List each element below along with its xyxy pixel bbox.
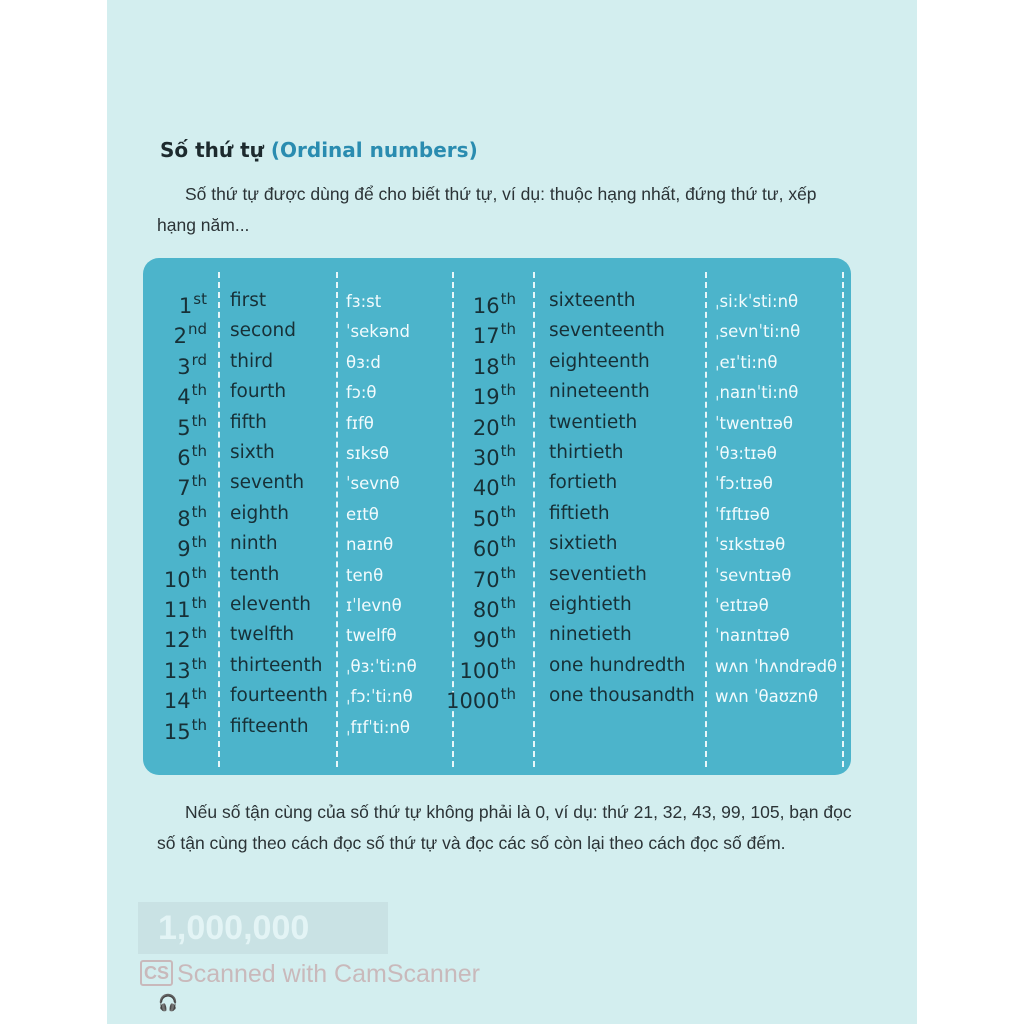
ordinal-word: seventieth [549,563,647,585]
ordinal-digits: 70 [472,567,500,592]
ipa-pronunciation: fɔ:θ [346,383,377,403]
ordinal-suffix: th [191,533,207,552]
ordinal-suffix: th [191,624,207,643]
ordinal-number [473,533,516,561]
ordinal-word: twentieth [549,411,638,433]
ordinal-digits: 5 [177,415,191,440]
ordinal-suffix: st [193,290,207,308]
table-row [0,290,1024,320]
ordinal-digits: 15 [163,719,191,744]
title-vi: Số thứ tự [160,138,264,162]
ordinal-suffix: th [500,350,516,369]
table-row [0,381,1024,411]
ordinal-digits: 18 [472,354,500,379]
ipa-pronunciation: ˌeɪˈti:nθ [715,352,778,372]
ordinal-digits: 17 [472,324,500,349]
ordinal-digits: 12 [163,628,191,653]
ordinal-word: eighteenth [549,350,650,372]
ordinal-word: fifth [230,411,267,433]
ordinal-digits: 14 [163,689,191,714]
headphones-icon: 🎧 [158,995,178,1012]
ordinal-suffix: th [500,320,516,339]
ordinal-digits: 8 [177,506,191,531]
ipa-pronunciation: ˈeɪtɪəθ [715,596,769,615]
ordinal-number [473,442,516,470]
camscanner-watermark [140,960,480,989]
ordinal-suffix: th [500,594,516,612]
ordinal-word: third [230,350,274,372]
ipa-pronunciation: ɪˈlevnθ [346,596,402,615]
ordinal-suffix: rd [191,350,207,369]
ipa-pronunciation: ˌfɪfˈti:nθ [346,717,410,737]
note-paragraph: Nếu số tận cùng của số thứ tự không phải là 0, ví dụ: thứ 21, 32, 43, 99, 105, bạn đọc số tận cùng theo cách đọc số thứ tự và đọc các số còn lại theo cách đọc số đếm. [157,802,852,853]
ordinal-word: twelfth [230,624,295,646]
ipa-pronunciation: twelfθ [346,626,397,646]
ordinal-word: eightieth [549,594,632,615]
ordinal-digits: 2 [173,324,187,349]
ordinal-number [473,351,516,379]
ordinal-suffix: th [500,563,516,582]
ordinal-suffix: th [191,594,207,612]
ordinal-suffix: th [191,563,207,582]
ipa-pronunciation: eɪtθ [346,504,379,524]
ordinal-suffix: th [191,502,207,521]
table-row [0,655,1024,685]
table-row [0,564,1024,594]
table-row [0,624,1024,654]
ordinal-number [473,624,516,652]
ordinal-digits: 9 [177,537,191,562]
section-title [160,138,478,162]
ordinal-suffix: th [500,411,516,430]
ordinal-word: fortieth [549,472,618,494]
ordinal-number [473,564,516,592]
ordinal-digits: 90 [472,628,500,653]
ordinal-word: seventeenth [549,320,665,342]
ipa-pronunciation: ˈsevntɪəθ [715,565,792,585]
ordinal-digits: 80 [472,598,500,622]
intro-paragraph: Số thứ tự được dùng để cho biết thứ tự, ví dụ: thuộc hạng nhất, đứng thứ tư, xếp hạng năm... [157,184,817,235]
table-row [0,320,1024,350]
ipa-pronunciation: ˈsevnθ [346,474,400,494]
watermark-text: Scanned with CamScanner [177,960,480,988]
ordinal-word: thirtieth [549,442,624,463]
table-row [0,442,1024,472]
table-row [0,503,1024,533]
ordinal-word: eleventh [230,594,311,615]
ordinal-digits: 19 [472,385,500,410]
ordinal-suffix: th [500,533,516,552]
ipa-pronunciation: ˌnaɪnˈti:nθ [715,383,799,403]
ipa-pronunciation: wʌn ˈhʌndrədθ [715,656,838,676]
ordinal-word: sixteenth [549,290,636,311]
ordinal-digits: 20 [472,415,500,440]
ordinal-digits: 4 [177,385,191,410]
ordinal-digits: 3 [177,354,191,379]
ordinal-digits: 40 [472,476,500,501]
ordinal-word: eighth [230,502,289,524]
bleed-through-number: 1,000,000 [138,902,388,954]
ordinal-digits: 100 [459,658,500,683]
table-row [0,412,1024,442]
ordinal-suffix: th [500,472,516,491]
ipa-pronunciation: ˈfɔ:tɪəθ [715,474,773,494]
ipa-pronunciation: sɪksθ [346,444,389,463]
ipa-pronunciation: θɜ:d [346,352,381,372]
ordinal-digits: 30 [472,446,500,470]
ordinal-digits: 6 [177,446,191,470]
ordinal-suffix: th [500,442,516,460]
ordinal-word: tenth [230,563,280,585]
ipa-pronunciation: fɜ:st [346,292,382,311]
ordinal-word: second [230,320,296,342]
ordinal-suffix: th [191,472,207,491]
ordinal-suffix: th [191,685,207,704]
ordinal-digits: 10 [163,567,191,592]
camscanner-logo: CS [140,960,173,986]
ordinal-digits: 50 [472,506,500,531]
ordinal-word: fourteenth [230,685,328,707]
ipa-pronunciation: fɪfθ [346,413,374,433]
ordinal-number [473,412,516,440]
ordinal-word: sixtieth [549,533,618,555]
ordinal-number [473,594,516,622]
ordinal-suffix: th [191,381,207,400]
ordinal-digits: 7 [177,476,191,501]
ordinal-suffix: th [500,290,516,308]
ordinal-suffix: th [500,502,516,521]
ipa-pronunciation: ˈθɜ:tɪəθ [715,444,777,463]
table-row [0,351,1024,381]
ordinal-suffix: th [191,411,207,430]
ordinal-word: first [230,290,267,311]
ordinal-word: nineteenth [549,381,650,403]
ordinal-word: sixth [230,442,275,463]
ipa-pronunciation: tenθ [346,565,384,585]
title-en: (Ordinal numbers) [270,138,478,162]
ordinal-digits: 1 [178,294,193,318]
ordinal-suffix: th [500,654,516,673]
ordinal-digits: 11 [163,598,191,622]
ordinal-word: fiftieth [549,502,610,524]
table-row [0,594,1024,624]
ordinal-digits: 1000 [446,689,500,714]
ipa-pronunciation: ˈsekənd [346,322,410,342]
table-row [0,716,1024,746]
ordinal-word: fifteenth [230,715,309,737]
ipa-pronunciation: ˌfɔ:ˈti:nθ [346,687,413,707]
ipa-pronunciation: ˈfɪftɪəθ [715,504,770,524]
ordinal-number [473,503,516,531]
table-row [0,533,1024,563]
ordinal-number [460,655,516,683]
ipa-pronunciation: ˌsi:kˈsti:nθ [715,292,799,311]
ordinal-number [164,716,207,744]
table-row [0,685,1024,715]
ordinal-suffix: th [500,381,516,400]
ordinal-suffix: th [500,624,516,643]
ordinal-suffix: nd [187,320,207,339]
ordinal-suffix: th [500,685,516,704]
ordinal-word: one hundredth [549,654,686,676]
ipa-pronunciation: ˌθɜ:ˈti:nθ [346,656,417,676]
ordinal-digits: 13 [163,658,191,683]
ordinal-word: fourth [230,381,287,403]
ordinal-number [473,472,516,500]
ordinal-word: ninth [230,533,278,555]
ordinal-digits: 16 [472,294,500,318]
ordinal-number [446,685,516,713]
ordinal-word: ninetieth [549,624,632,646]
ipa-pronunciation: wʌn ˈθaʊznθ [715,687,819,707]
ordinal-number [473,320,516,348]
ordinal-number [473,381,516,409]
ordinal-suffix: th [191,715,207,734]
ipa-pronunciation: ˌsevnˈti:nθ [715,322,801,342]
ordinal-number [473,290,516,318]
ipa-pronunciation: ˈtwentɪəθ [715,413,793,433]
ordinal-word: one thousandth [549,685,695,707]
ordinal-digits: 60 [472,537,500,562]
ordinal-suffix: th [191,654,207,673]
ipa-pronunciation: ˈnaɪntɪəθ [715,626,790,646]
ordinal-word: seventh [230,472,305,494]
ipa-pronunciation: naɪnθ [346,535,394,555]
ordinal-word: thirteenth [230,654,323,676]
table-row [0,472,1024,502]
ordinal-suffix: th [191,442,207,460]
ipa-pronunciation: ˈsɪkstɪəθ [715,535,786,555]
